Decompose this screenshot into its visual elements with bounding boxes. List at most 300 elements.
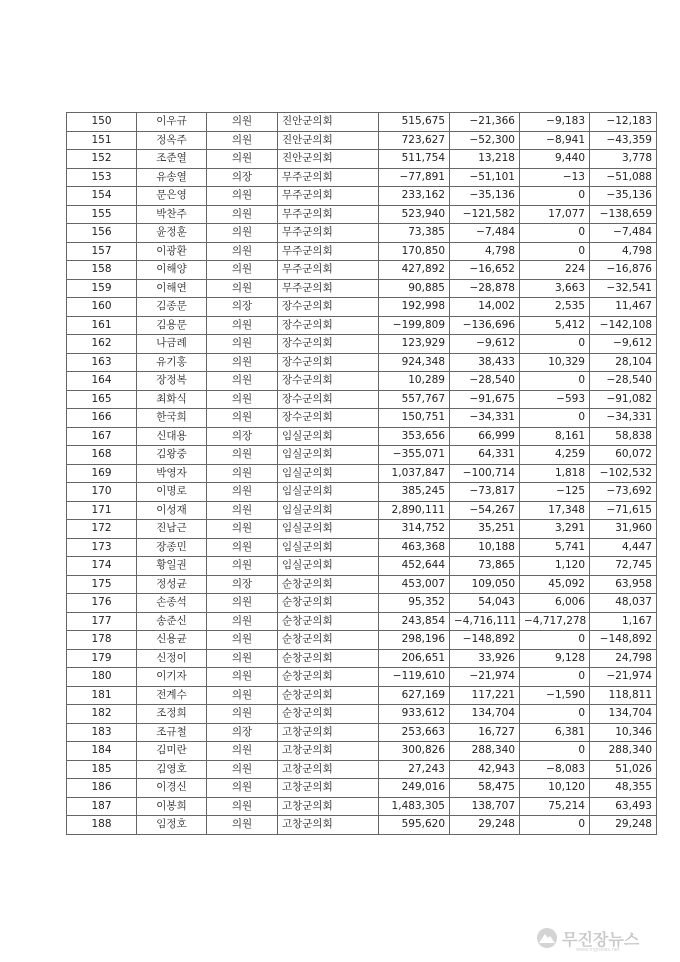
value-col-3: 0 (520, 705, 590, 724)
position: 의원 (207, 668, 278, 687)
table-row (67, 390, 657, 409)
member-name: 이기자 (137, 668, 207, 687)
row-number: 167 (67, 427, 137, 446)
table-row (67, 816, 657, 835)
council-name: 장수군의회 (278, 335, 379, 354)
value-col-3: 5,412 (520, 316, 590, 335)
member-name: 신용균 (137, 631, 207, 650)
member-name: 손종석 (137, 594, 207, 613)
value-col-1: 523,940 (379, 205, 450, 224)
value-col-3: 17,348 (520, 501, 590, 520)
asset-table (66, 112, 657, 835)
council-name: 임실군의회 (278, 464, 379, 483)
table-row (67, 131, 657, 150)
value-col-3: 3,291 (520, 520, 590, 539)
position: 의원 (207, 335, 278, 354)
value-col-1: 90,885 (379, 279, 450, 298)
table-row (67, 187, 657, 206)
council-name: 고창군의회 (278, 779, 379, 798)
value-col-4: −102,532 (590, 464, 657, 483)
value-col-2: −28,878 (450, 279, 520, 298)
value-col-1: 300,826 (379, 742, 450, 761)
value-col-2: −35,136 (450, 187, 520, 206)
value-col-2: 35,251 (450, 520, 520, 539)
position: 의원 (207, 409, 278, 428)
value-col-1: 924,348 (379, 353, 450, 372)
value-col-2: 38,433 (450, 353, 520, 372)
member-name: 장종민 (137, 538, 207, 557)
table-row (67, 631, 657, 650)
table-row (67, 372, 657, 391)
position: 의원 (207, 538, 278, 557)
position: 의원 (207, 150, 278, 169)
table-row (67, 298, 657, 317)
position: 의원 (207, 557, 278, 576)
value-col-1: 453,007 (379, 575, 450, 594)
row-number: 153 (67, 168, 137, 187)
member-name: 이경신 (137, 779, 207, 798)
member-name: 박찬주 (137, 205, 207, 224)
value-col-3: 17,077 (520, 205, 590, 224)
member-name: 김미란 (137, 742, 207, 761)
value-col-2: 109,050 (450, 575, 520, 594)
table-row (67, 224, 657, 243)
value-col-4: 24,798 (590, 649, 657, 668)
value-col-2: −91,675 (450, 390, 520, 409)
council-name: 고창군의회 (278, 816, 379, 835)
value-col-4: −91,082 (590, 390, 657, 409)
value-col-4: 63,493 (590, 797, 657, 816)
value-col-2: 14,002 (450, 298, 520, 317)
value-col-2: −54,267 (450, 501, 520, 520)
value-col-1: 1,483,305 (379, 797, 450, 816)
value-col-1: 249,016 (379, 779, 450, 798)
value-col-2: −9,612 (450, 335, 520, 354)
table-row (67, 686, 657, 705)
value-col-3: 1,818 (520, 464, 590, 483)
position: 의원 (207, 464, 278, 483)
value-col-2: −4,716,111 (450, 612, 520, 631)
position: 의원 (207, 705, 278, 724)
position: 의원 (207, 261, 278, 280)
row-number: 187 (67, 797, 137, 816)
table-row (67, 501, 657, 520)
council-name: 임실군의회 (278, 557, 379, 576)
row-number: 156 (67, 224, 137, 243)
value-col-3: 9,440 (520, 150, 590, 169)
value-col-2: 117,221 (450, 686, 520, 705)
member-name: 장정복 (137, 372, 207, 391)
value-col-1: 170,850 (379, 242, 450, 261)
table-row (67, 113, 657, 132)
value-col-3: 1,120 (520, 557, 590, 576)
row-number: 151 (67, 131, 137, 150)
council-name: 순창군의회 (278, 686, 379, 705)
row-number: 171 (67, 501, 137, 520)
row-number: 154 (67, 187, 137, 206)
value-col-3: 75,214 (520, 797, 590, 816)
council-name: 진안군의회 (278, 113, 379, 132)
value-col-1: −355,071 (379, 446, 450, 465)
position: 의원 (207, 187, 278, 206)
value-col-3: 0 (520, 742, 590, 761)
row-number: 182 (67, 705, 137, 724)
row-number: 180 (67, 668, 137, 687)
position: 의원 (207, 779, 278, 798)
table-row (67, 797, 657, 816)
table-row (67, 520, 657, 539)
value-col-4: 72,745 (590, 557, 657, 576)
value-col-1: 723,627 (379, 131, 450, 150)
council-name: 임실군의회 (278, 520, 379, 539)
row-number: 177 (67, 612, 137, 631)
position: 의장 (207, 575, 278, 594)
table-row (67, 335, 657, 354)
table-row (67, 168, 657, 187)
value-col-2: 73,865 (450, 557, 520, 576)
position: 의원 (207, 242, 278, 261)
council-name: 장수군의회 (278, 390, 379, 409)
table-row (67, 779, 657, 798)
value-col-3: 6,006 (520, 594, 590, 613)
table-row (67, 316, 657, 335)
council-name: 무주군의회 (278, 187, 379, 206)
value-col-2: 4,798 (450, 242, 520, 261)
value-col-3: −13 (520, 168, 590, 187)
value-col-3: 10,120 (520, 779, 590, 798)
table-row (67, 150, 657, 169)
row-number: 174 (67, 557, 137, 576)
table-row (67, 242, 657, 261)
value-col-3: −125 (520, 483, 590, 502)
value-col-1: 1,037,847 (379, 464, 450, 483)
table-row (67, 427, 657, 446)
watermark (536, 923, 639, 953)
value-col-4: −21,974 (590, 668, 657, 687)
position: 의원 (207, 797, 278, 816)
value-col-4: 118,811 (590, 686, 657, 705)
row-number: 172 (67, 520, 137, 539)
value-col-2: −51,101 (450, 168, 520, 187)
value-col-3: 0 (520, 668, 590, 687)
value-col-2: −148,892 (450, 631, 520, 650)
value-col-2: −34,331 (450, 409, 520, 428)
value-col-2: 54,043 (450, 594, 520, 613)
position: 의원 (207, 131, 278, 150)
council-name: 고창군의회 (278, 797, 379, 816)
value-col-1: 463,368 (379, 538, 450, 557)
value-col-2: −16,652 (450, 261, 520, 280)
value-col-4: 60,072 (590, 446, 657, 465)
value-col-3: 8,161 (520, 427, 590, 446)
member-name: 송준신 (137, 612, 207, 631)
value-col-3: −593 (520, 390, 590, 409)
member-name: 정성균 (137, 575, 207, 594)
value-col-4: 11,467 (590, 298, 657, 317)
row-number: 162 (67, 335, 137, 354)
member-name: 조정희 (137, 705, 207, 724)
value-col-1: 627,169 (379, 686, 450, 705)
value-col-4: −7,484 (590, 224, 657, 243)
council-name: 장수군의회 (278, 372, 379, 391)
table-row (67, 668, 657, 687)
value-col-3: 6,381 (520, 723, 590, 742)
value-col-4: −12,183 (590, 113, 657, 132)
row-number: 181 (67, 686, 137, 705)
position: 의원 (207, 612, 278, 631)
row-number: 166 (67, 409, 137, 428)
table-row (67, 742, 657, 761)
value-col-4: 58,838 (590, 427, 657, 446)
value-col-3: 5,741 (520, 538, 590, 557)
value-col-1: 95,352 (379, 594, 450, 613)
position: 의원 (207, 594, 278, 613)
position: 의장 (207, 427, 278, 446)
value-col-2: 42,943 (450, 760, 520, 779)
council-name: 순창군의회 (278, 594, 379, 613)
table-row (67, 612, 657, 631)
position: 의원 (207, 205, 278, 224)
position: 의원 (207, 649, 278, 668)
value-col-3: 45,092 (520, 575, 590, 594)
council-name: 진안군의회 (278, 150, 379, 169)
value-col-4: 29,248 (590, 816, 657, 835)
value-col-4: 10,346 (590, 723, 657, 742)
table-row (67, 409, 657, 428)
member-name: 신대용 (137, 427, 207, 446)
value-col-4: −28,540 (590, 372, 657, 391)
council-name: 무주군의회 (278, 242, 379, 261)
member-name: 박영자 (137, 464, 207, 483)
value-col-4: −51,088 (590, 168, 657, 187)
row-number: 185 (67, 760, 137, 779)
member-name: 이해양 (137, 261, 207, 280)
row-number: 163 (67, 353, 137, 372)
position: 의원 (207, 353, 278, 372)
table-row (67, 723, 657, 742)
position: 의원 (207, 279, 278, 298)
value-col-4: −35,136 (590, 187, 657, 206)
council-name: 순창군의회 (278, 631, 379, 650)
value-col-4: 63,958 (590, 575, 657, 594)
row-number: 155 (67, 205, 137, 224)
value-col-3: 0 (520, 631, 590, 650)
value-col-2: 66,999 (450, 427, 520, 446)
value-col-4: 51,026 (590, 760, 657, 779)
table-row (67, 205, 657, 224)
value-col-4: −16,876 (590, 261, 657, 280)
council-name: 진안군의회 (278, 131, 379, 150)
position: 의원 (207, 760, 278, 779)
member-name: 임정호 (137, 816, 207, 835)
position: 의원 (207, 631, 278, 650)
member-name: 황일권 (137, 557, 207, 576)
position: 의장 (207, 168, 278, 187)
position: 의원 (207, 224, 278, 243)
value-col-2: −73,817 (450, 483, 520, 502)
value-col-1: 314,752 (379, 520, 450, 539)
value-col-1: −199,809 (379, 316, 450, 335)
value-col-3: 0 (520, 242, 590, 261)
council-name: 장수군의회 (278, 316, 379, 335)
member-name: 윤정훈 (137, 224, 207, 243)
position: 의원 (207, 372, 278, 391)
member-name: 진남근 (137, 520, 207, 539)
member-name: 김영호 (137, 760, 207, 779)
table-row (67, 557, 657, 576)
position: 의원 (207, 520, 278, 539)
value-col-3: 0 (520, 816, 590, 835)
member-name: 한국희 (137, 409, 207, 428)
position: 의원 (207, 390, 278, 409)
position: 의원 (207, 742, 278, 761)
member-name: 조준열 (137, 150, 207, 169)
council-name: 임실군의회 (278, 446, 379, 465)
value-col-2: −7,484 (450, 224, 520, 243)
value-col-4: 28,104 (590, 353, 657, 372)
value-col-1: 557,767 (379, 390, 450, 409)
row-number: 169 (67, 464, 137, 483)
value-col-2: −21,366 (450, 113, 520, 132)
row-number: 170 (67, 483, 137, 502)
row-number: 176 (67, 594, 137, 613)
value-col-1: 233,162 (379, 187, 450, 206)
council-name: 순창군의회 (278, 668, 379, 687)
council-name: 임실군의회 (278, 427, 379, 446)
value-col-4: 48,355 (590, 779, 657, 798)
value-col-3: 0 (520, 372, 590, 391)
value-col-4: 4,447 (590, 538, 657, 557)
row-number: 183 (67, 723, 137, 742)
value-col-1: 452,644 (379, 557, 450, 576)
value-col-2: 288,340 (450, 742, 520, 761)
value-col-3: 0 (520, 335, 590, 354)
value-col-2: 33,926 (450, 649, 520, 668)
value-col-2: 138,707 (450, 797, 520, 816)
watermark-text: 무진장뉴스 (562, 929, 640, 949)
council-name: 무주군의회 (278, 168, 379, 187)
value-col-4: −9,612 (590, 335, 657, 354)
row-number: 152 (67, 150, 137, 169)
mountain-logo-icon (536, 927, 558, 949)
table-row (67, 705, 657, 724)
value-col-4: −34,331 (590, 409, 657, 428)
member-name: 신정이 (137, 649, 207, 668)
member-name: 나금례 (137, 335, 207, 354)
value-col-2: 16,727 (450, 723, 520, 742)
row-number: 158 (67, 261, 137, 280)
member-name: 김종문 (137, 298, 207, 317)
value-col-4: 31,960 (590, 520, 657, 539)
row-number: 173 (67, 538, 137, 557)
value-col-3: −1,590 (520, 686, 590, 705)
value-col-2: 10,188 (450, 538, 520, 557)
value-col-4: −32,541 (590, 279, 657, 298)
row-number: 186 (67, 779, 137, 798)
member-name: 이봉희 (137, 797, 207, 816)
council-name: 임실군의회 (278, 538, 379, 557)
value-col-2: −121,582 (450, 205, 520, 224)
value-col-3: −9,183 (520, 113, 590, 132)
member-name: 유기홍 (137, 353, 207, 372)
row-number: 184 (67, 742, 137, 761)
value-col-1: 2,890,111 (379, 501, 450, 520)
value-col-1: 192,998 (379, 298, 450, 317)
member-name: 문은영 (137, 187, 207, 206)
value-col-3: 0 (520, 409, 590, 428)
council-name: 순창군의회 (278, 575, 379, 594)
value-col-3: 10,329 (520, 353, 590, 372)
value-col-3: 0 (520, 187, 590, 206)
value-col-2: −136,696 (450, 316, 520, 335)
member-name: 조규철 (137, 723, 207, 742)
member-name: 전계수 (137, 686, 207, 705)
value-col-1: −77,891 (379, 168, 450, 187)
table-row (67, 353, 657, 372)
table-row (67, 649, 657, 668)
table-row (67, 760, 657, 779)
value-col-1: 27,243 (379, 760, 450, 779)
value-col-3: 0 (520, 224, 590, 243)
position: 의장 (207, 298, 278, 317)
value-col-4: 4,798 (590, 242, 657, 261)
value-col-1: 150,751 (379, 409, 450, 428)
value-col-1: 206,651 (379, 649, 450, 668)
council-name: 임실군의회 (278, 483, 379, 502)
value-col-4: −71,615 (590, 501, 657, 520)
value-col-4: 3,778 (590, 150, 657, 169)
council-name: 순창군의회 (278, 649, 379, 668)
table-row (67, 279, 657, 298)
value-col-2: −100,714 (450, 464, 520, 483)
value-col-3: 4,259 (520, 446, 590, 465)
row-number: 159 (67, 279, 137, 298)
position: 의원 (207, 501, 278, 520)
position: 의원 (207, 316, 278, 335)
position: 의원 (207, 446, 278, 465)
position: 의원 (207, 816, 278, 835)
table-row (67, 575, 657, 594)
value-col-3: 3,663 (520, 279, 590, 298)
row-number: 178 (67, 631, 137, 650)
value-col-1: 595,620 (379, 816, 450, 835)
value-col-1: 511,754 (379, 150, 450, 169)
value-col-2: 134,704 (450, 705, 520, 724)
table-row (67, 464, 657, 483)
value-col-3: 224 (520, 261, 590, 280)
value-col-1: 253,663 (379, 723, 450, 742)
table-row (67, 483, 657, 502)
council-name: 고창군의회 (278, 742, 379, 761)
value-col-3: 2,535 (520, 298, 590, 317)
row-number: 161 (67, 316, 137, 335)
row-number: 157 (67, 242, 137, 261)
value-col-4: 288,340 (590, 742, 657, 761)
position: 의장 (207, 723, 278, 742)
value-col-1: 243,854 (379, 612, 450, 631)
council-name: 고창군의회 (278, 723, 379, 742)
row-number: 168 (67, 446, 137, 465)
member-name: 이명로 (137, 483, 207, 502)
council-name: 무주군의회 (278, 205, 379, 224)
value-col-2: 64,331 (450, 446, 520, 465)
value-col-1: 427,892 (379, 261, 450, 280)
member-name: 이성재 (137, 501, 207, 520)
table-row (67, 446, 657, 465)
value-col-4: 1,167 (590, 612, 657, 631)
value-col-1: 515,675 (379, 113, 450, 132)
council-name: 장수군의회 (278, 353, 379, 372)
